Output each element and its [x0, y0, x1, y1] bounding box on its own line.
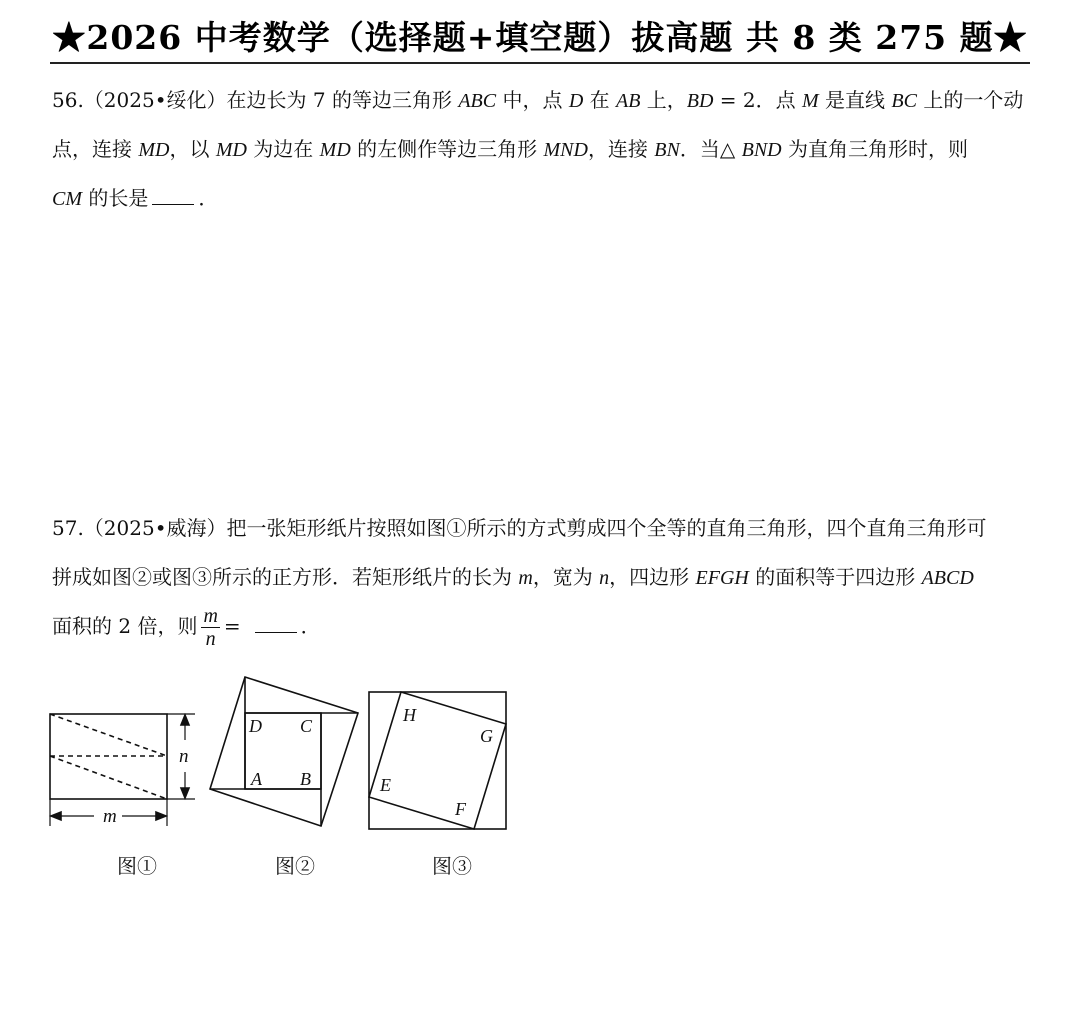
text-run: 为边在: [246, 137, 320, 161]
text-run: 在: [583, 88, 616, 112]
fig3-label-e: E: [380, 775, 391, 795]
p56-line-3: [52, 174, 1032, 223]
fig1-dashed-1: [50, 714, 167, 756]
p57-line-1: [52, 504, 1032, 553]
math-symbol: MND: [543, 139, 588, 161]
figure-1: [50, 714, 195, 826]
math-symbol: MD: [138, 139, 170, 161]
math-symbol: EFGH: [695, 567, 749, 589]
text-run: 的面积等于四边形: [748, 565, 922, 589]
equals-sign: =: [223, 614, 241, 638]
p56-math-cm: CM: [52, 188, 82, 210]
fig2-outer-square: [210, 677, 358, 826]
frac-denominator: n: [205, 628, 216, 650]
math-symbol: BND: [741, 139, 782, 161]
math-symbol: n: [599, 567, 610, 589]
math-symbol: m: [518, 567, 533, 589]
math-symbol: D: [568, 90, 584, 112]
text-run: = 2．点: [713, 88, 803, 112]
math-symbol: ABCD: [921, 567, 974, 589]
text-run: 上，: [640, 88, 687, 112]
p56-text: 的长是: [82, 186, 149, 210]
math-symbol: M: [802, 90, 819, 112]
math-symbol: MD: [215, 139, 247, 161]
fig1-rectangle: [50, 714, 167, 799]
text-run: 是直线: [818, 88, 892, 112]
p56-period: ．: [198, 186, 219, 210]
answer-blank-56[interactable]: [152, 186, 194, 205]
math-symbol: BC: [891, 90, 917, 112]
p57-line-2: [52, 553, 1032, 602]
fraction-m-over-n: [201, 605, 219, 650]
text-run: ，以: [169, 137, 216, 161]
fig3-inner-square-efgh: [369, 692, 506, 829]
fig1-arrowhead: [156, 812, 166, 820]
fig3-outer-square: [369, 692, 506, 829]
fig2-label-c: C: [300, 716, 313, 736]
text-run: ，宽为: [532, 565, 600, 589]
fig1-arrowhead: [181, 715, 189, 725]
header-title: ★2026 中考数学（选择题+填空题）拔高题 共 8 类 275 题★: [52, 17, 1028, 57]
text-run: 57.（2025•威海）把一张矩形纸片按照如图①所示的方式剪成四个全等的直角三角形，四个直角三角形可: [52, 516, 987, 540]
problem-56: [52, 76, 1032, 223]
fig1-label-m: m: [103, 806, 117, 827]
problem-57: [52, 504, 1032, 651]
p56-line-2: [52, 125, 1032, 174]
text-run: 中，点: [496, 88, 569, 112]
p57-line-3: [52, 602, 1032, 651]
fig1-caption: 图①: [117, 854, 157, 878]
math-symbol: BD: [686, 90, 714, 112]
fig2-label-b: B: [300, 769, 311, 789]
fig1-arrowhead: [51, 812, 61, 820]
text-run: 上的一个动: [916, 88, 1024, 112]
math-symbol: BN: [654, 139, 680, 161]
fig1-label-n: n: [179, 746, 189, 767]
fig2-caption: 图②: [275, 854, 315, 878]
fig3-caption: 图③: [432, 854, 472, 878]
figure-2: [210, 677, 358, 826]
math-symbol: ABC: [458, 90, 497, 112]
text-run: 的左侧作等边三角形: [350, 137, 544, 161]
fig3-label-f: F: [455, 799, 466, 819]
page-header: [50, 8, 1030, 64]
text-run: 点，连接: [52, 137, 139, 161]
fig1-arrowhead: [181, 788, 189, 798]
text-run: 56.（2025•绥化）在边长为 7 的等边三角形: [52, 88, 459, 112]
answer-blank-57[interactable]: [255, 614, 297, 633]
p57-text: 面积的 2 倍，则: [52, 614, 198, 638]
math-symbol: MD: [319, 139, 351, 161]
text-run: 为直角三角形时，则: [781, 137, 968, 161]
p56-line-1: [52, 76, 1032, 125]
text-run: ．当△: [679, 137, 742, 161]
fig3-label-g: G: [480, 726, 493, 746]
text-run: 拼成如图②或图③所示的正方形．若矩形纸片的长为: [52, 565, 519, 589]
fig3-label-h: H: [403, 705, 416, 725]
text-run: ，四边形: [609, 565, 696, 589]
math-symbol: AB: [615, 90, 641, 112]
fig2-inner-square-abcd: [245, 713, 321, 789]
figure-3: [369, 692, 506, 829]
fig2-label-a: A: [251, 769, 262, 789]
fig1-dashed-3: [50, 756, 167, 799]
frac-numerator: m: [203, 605, 218, 627]
p57-period: ．: [300, 614, 321, 638]
fig2-label-d: D: [249, 716, 262, 736]
text-run: ，连接: [587, 137, 655, 161]
